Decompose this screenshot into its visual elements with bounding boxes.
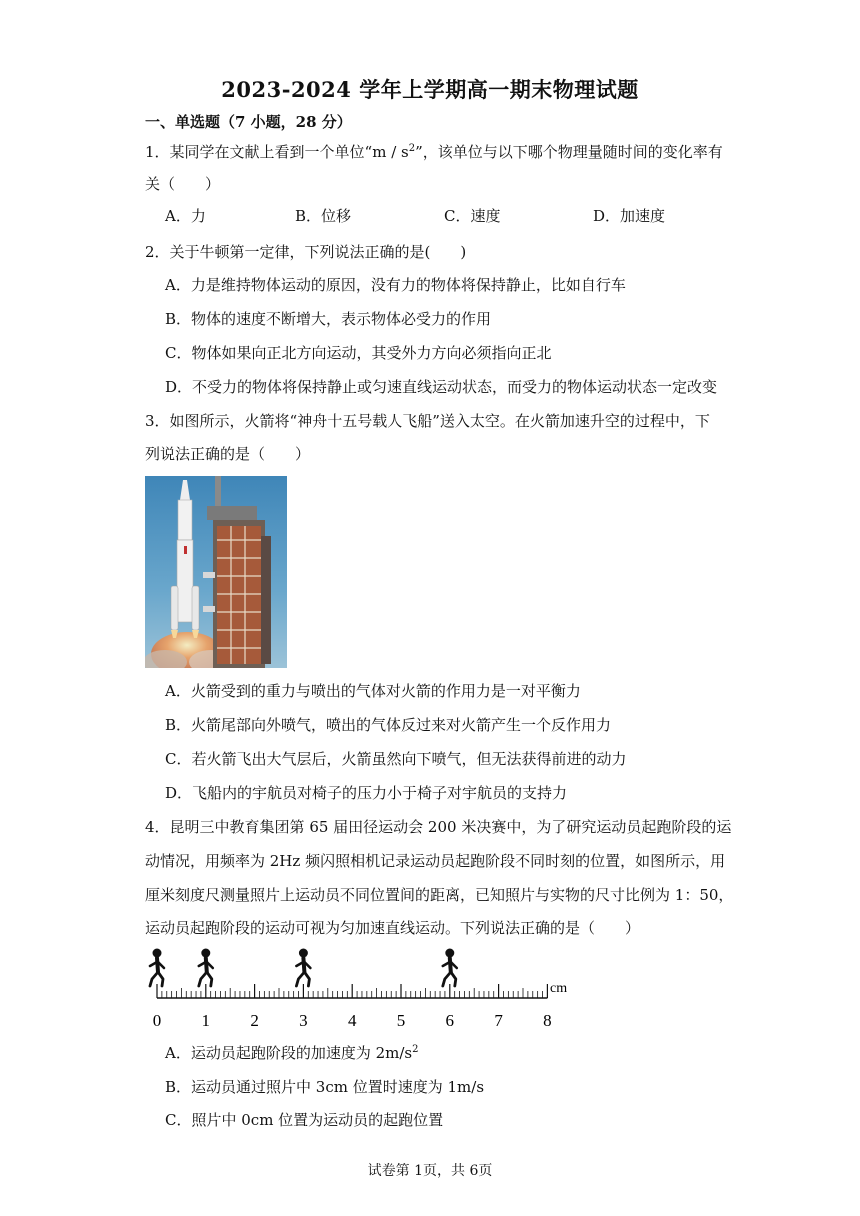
q4-option-a	[165, 1043, 419, 1063]
q1-option-d: D．加速度	[593, 207, 666, 225]
q4-stem-line1: 4．昆明三中教育集团第 65 届田径运动会 200 米决赛中，为了研究运动员起跑阶段的运	[145, 818, 732, 836]
section-heading: 一、单选题（7 小题，28 分）	[145, 113, 352, 131]
q1-stem-line1	[145, 142, 723, 162]
ruler-tick-label: 5	[396, 1011, 406, 1030]
ruler-tick-label: 6	[445, 1011, 455, 1030]
ruler-unit-label: cm	[550, 981, 568, 996]
runner-icon	[199, 949, 213, 987]
runner-figures	[150, 949, 457, 987]
strobe-ruler-figure	[140, 944, 580, 1036]
q1-stem-text: 1．某同学在文献上看到一个单位“m / s	[145, 143, 409, 161]
q1-option-a: A．力	[165, 207, 206, 225]
page-footer: 试卷第 1页，共 6页	[367, 1163, 493, 1179]
q3-option-a: A．火箭受到的重力与喷出的气体对火箭的作用力是一对平衡力	[165, 682, 581, 700]
q4-stem-line2: 动情况，用频率为 2Hz 频闪照相机记录运动员起跑阶段不同时刻的位置，如图所示，用	[145, 852, 726, 870]
ruler-tick-label: 3	[299, 1011, 308, 1030]
q4-option-a-text: A．运动员起跑阶段的加速度为 2m/s	[165, 1044, 413, 1062]
rocket-launch-photo	[145, 476, 287, 668]
q3-stem-line2: 列说法正确的是（ ）	[145, 445, 311, 463]
ruler-tick-label: 4	[347, 1011, 357, 1030]
q4-option-a-exponent: 2	[412, 1044, 419, 1055]
ruler-ticks	[157, 984, 547, 998]
q2-option-d: D．不受力的物体将保持静止或匀速直线运动状态，而受力的物体运动状态一定改变	[165, 378, 718, 396]
q3-stem-line1: 3．如图所示，火箭将“神舟十五号载人飞船”送入太空。在火箭加速升空的过程中，下	[145, 412, 710, 430]
q1-option-c: C．速度	[444, 207, 501, 225]
q3-option-d: D．飞船内的宇航员对椅子的压力小于椅子对宇航员的支持力	[165, 784, 568, 802]
runner-icon	[296, 949, 310, 987]
exam-title: 2023-2024 学年上学期高一期末物理试题	[221, 77, 639, 102]
q2-option-c: C．物体如果向正北方向运动，其受外力方向必须指向正北	[165, 344, 552, 362]
q1-unit-exponent: 2	[408, 143, 416, 154]
q1-stem-line2: 关（ ）	[145, 175, 221, 193]
ruler-tick-label: 8	[543, 1011, 552, 1030]
q2-option-a: A．力是维持物体运动的原因，没有力的物体将保持静止，比如自行车	[165, 276, 626, 294]
q4-stem-line4: 运动员起跑阶段的运动可视为匀加速直线运动。下列说法正确的是（ ）	[145, 919, 641, 937]
ruler-labels	[153, 1011, 552, 1030]
q1-option-b: B．位移	[295, 207, 352, 225]
q1-stem-text-cont: ”，该单位与以下哪个物理量随时间的变化率有	[415, 143, 723, 161]
runner-icon	[150, 949, 164, 987]
runner-icon	[443, 949, 457, 987]
ruler-tick-label: 0	[152, 1011, 162, 1030]
q4-stem-line3: 厘米刻度尺测量照片上运动员不同位置间的距离，已知照片与实物的尺寸比例为 1：50，	[145, 886, 734, 904]
ruler-tick-label: 7	[494, 1011, 503, 1030]
q3-option-c: C．若火箭飞出大气层后，火箭虽然向下喷气，但无法获得前进的动力	[165, 750, 627, 768]
ruler-tick-label: 1	[201, 1011, 211, 1030]
q4-option-b: B．运动员通过照片中 3cm 位置时速度为 1m/s	[165, 1078, 485, 1096]
q2-option-b: B．物体的速度不断增大，表示物体必受力的作用	[165, 310, 492, 328]
ruler-tick-label: 2	[250, 1011, 259, 1030]
q4-option-c: C．照片中 0cm 位置为运动员的起跑位置	[165, 1111, 444, 1129]
q3-option-b: B．火箭尾部向外喷气，喷出的气体反过来对火箭产生一个反作用力	[165, 716, 612, 734]
q2-stem: 2．关于牛顿第一定律，下列说法正确的是( )	[145, 243, 467, 261]
